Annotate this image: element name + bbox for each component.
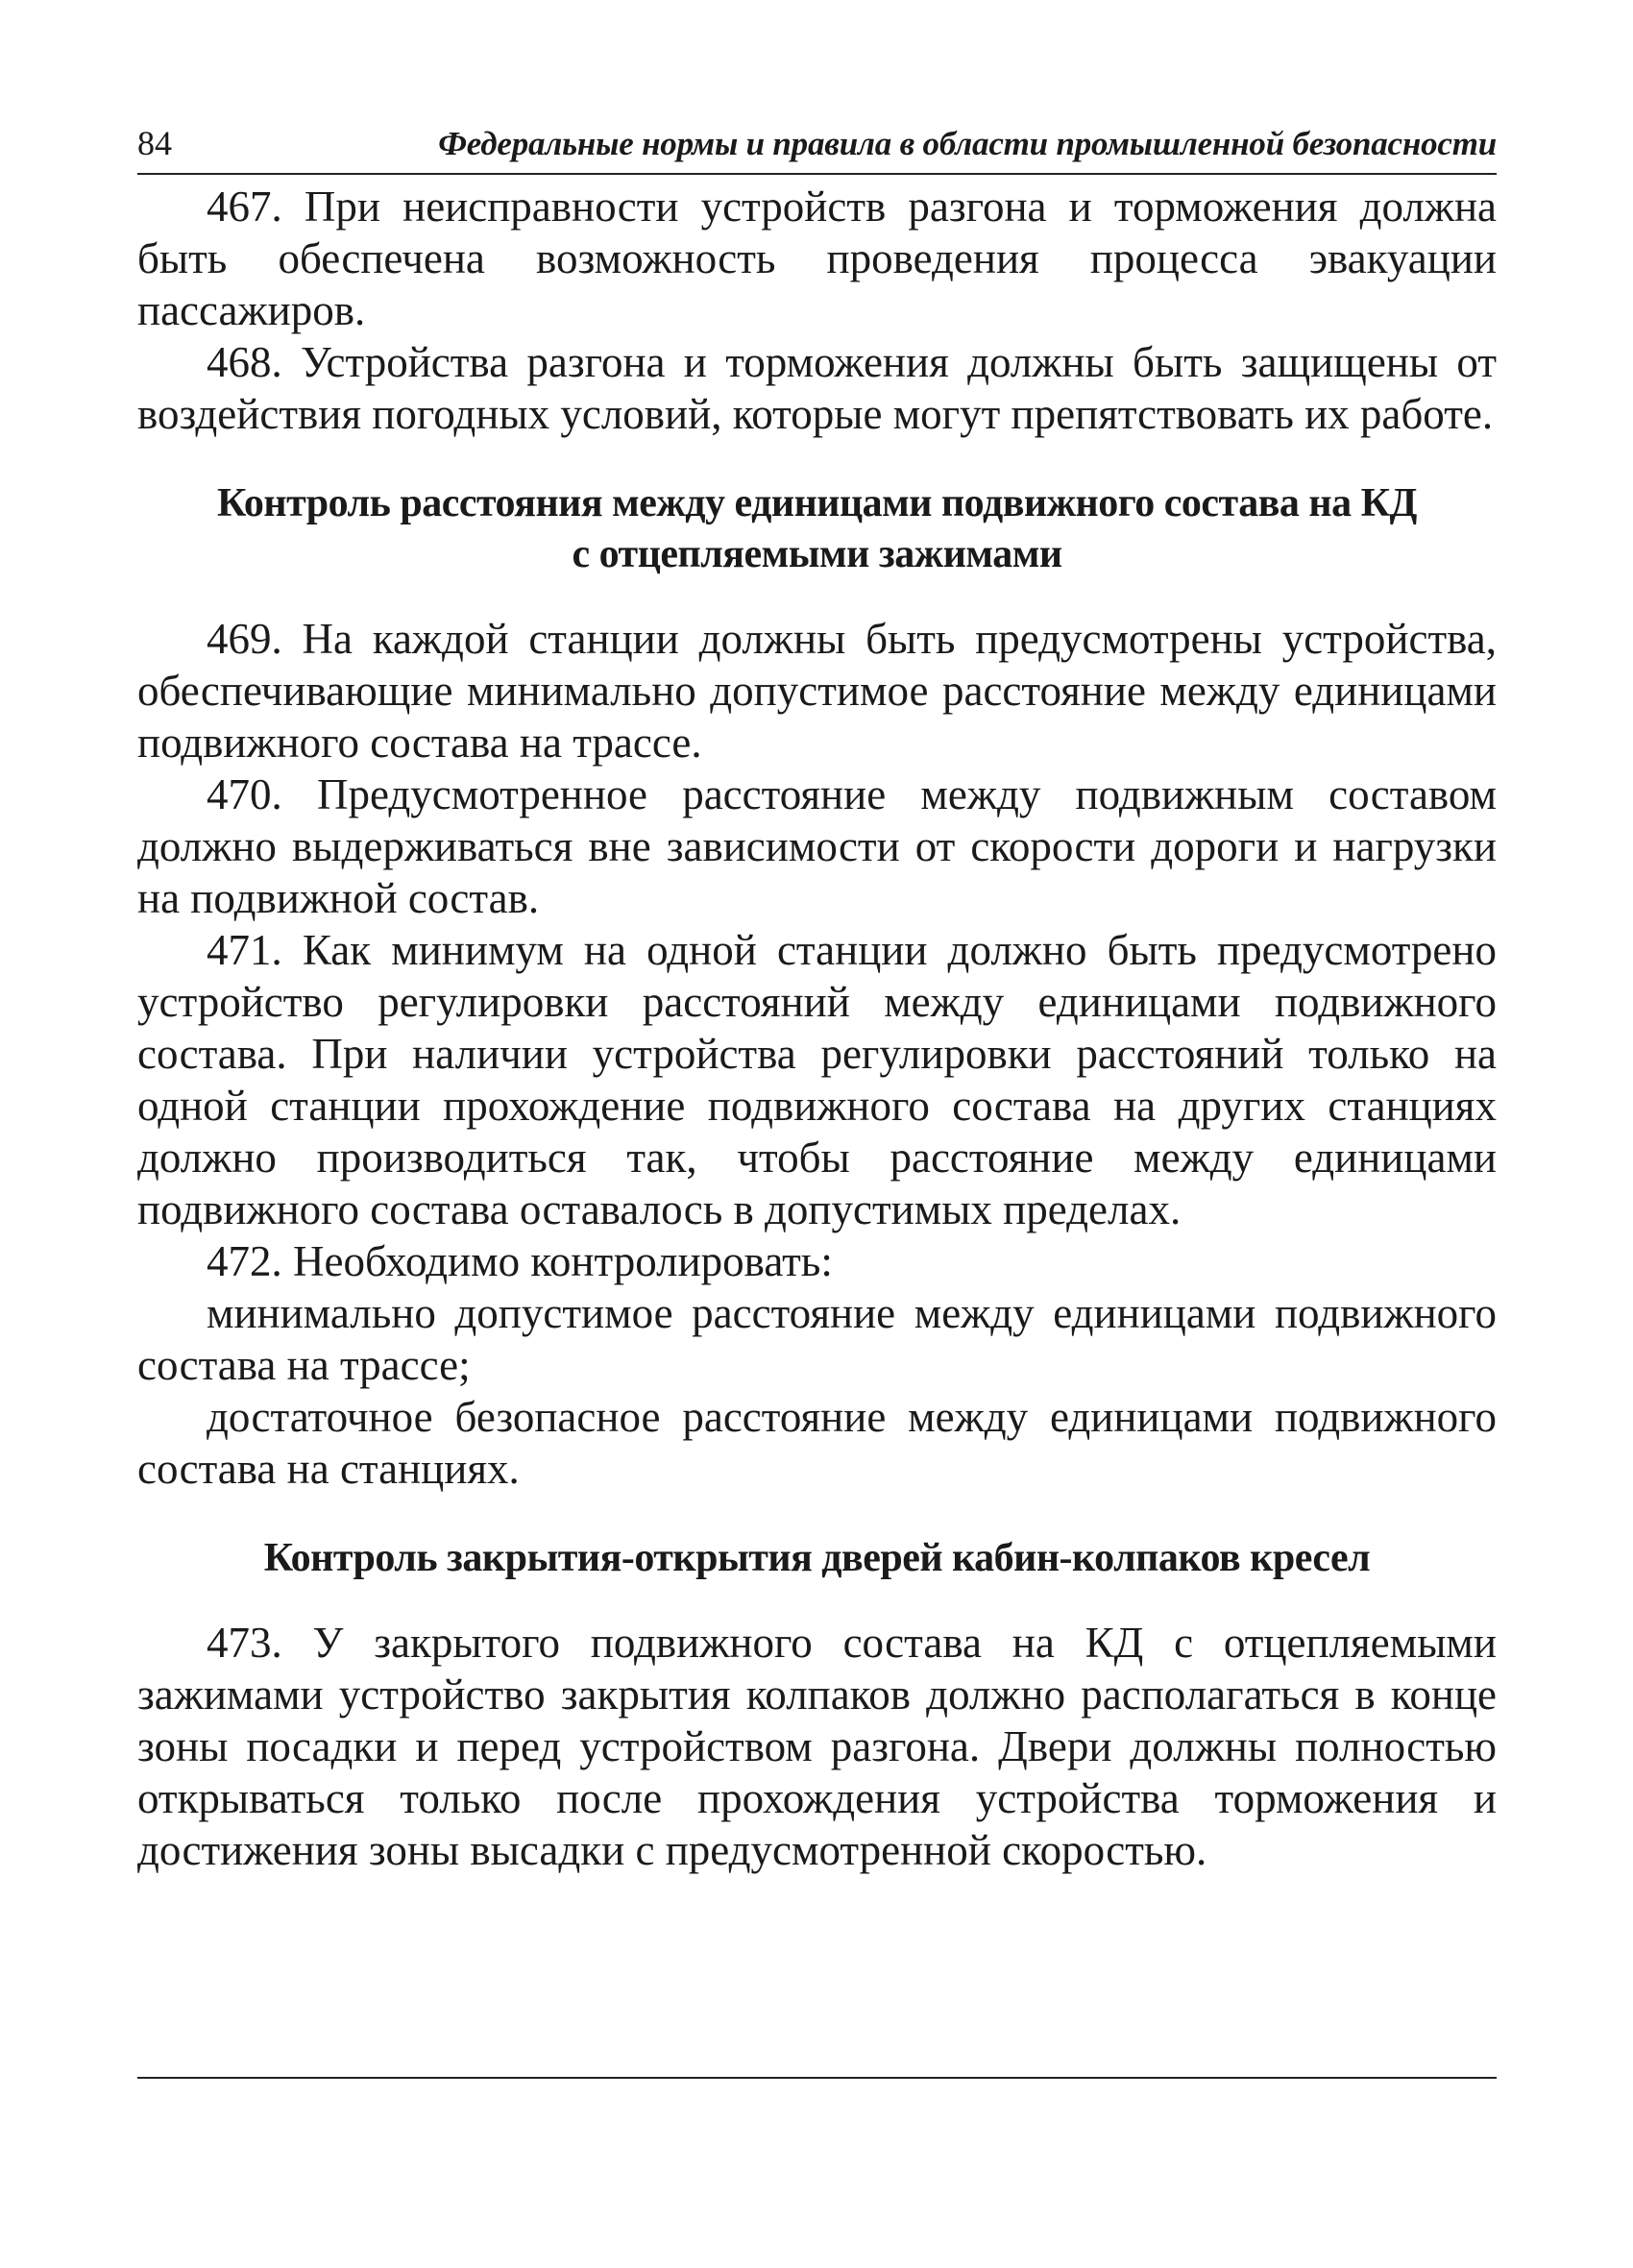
paragraph-467: 467. При неисправности устройств разгона и торможения должна быть обеспечена возможность проведения процесса эвакуации пассажиров. <box>137 183 1497 334</box>
section-heading-door-control <box>137 1533 1497 1584</box>
body-text <box>137 181 1497 1876</box>
paragraph-468: 468. Устройства разгона и торможения должны быть защищены от воздействия погодных условий, которые могут препятствовать их работе. <box>137 338 1497 438</box>
section-body-distance-control <box>137 613 1497 1495</box>
document-page <box>137 123 1497 1876</box>
section-heading-line: с отцепляемыми зажимами <box>572 532 1062 576</box>
paragraph-473: 473. У закрытого подвижного состава на КД с отцепляемыми зажимами устройство закрытия колпаков должно располагаться в конце зоны посадки и перед устройством разгона. Двери должны полностью открываться только после прохождения устройства торможения и достижения зоны высадки с предусмотренной скоростью. <box>137 1619 1497 1874</box>
paragraph-472: 472. Необходимо контролировать: <box>207 1237 833 1285</box>
paragraph-471: 471. Как минимум на одной станции должно быть предусмотрено устройство регулировки расстояний между единицами подвижного состава. При наличии устройства регулировки расстояний только на одной станции прохождение подвижного состава на других станциях должно производиться так, чтобы расстояние между единицами подвижного состава оставалось в допустимых пределах. <box>137 926 1497 1233</box>
section-heading-line: Контроль расстояния между единицами подвижного состава на КД <box>217 481 1417 525</box>
paragraph-470: 470. Предусмотренное расстояние между подвижным составом должно выдерживаться вне зависимости от скорости дороги и нагрузки на подвижной состав. <box>137 770 1497 922</box>
paragraph-469: 469. На каждой станции должны быть предусмотрены устройства, обеспечивающие минимально допустимое расстояние между единицами подвижного состава на трассе. <box>137 615 1497 767</box>
running-title: Федеральные нормы и правила в области промышленной безопасности <box>438 125 1497 162</box>
footer-rule <box>137 2077 1497 2079</box>
running-header <box>137 123 1497 175</box>
list-item-min-distance: минимально допустимое расстояние между единицами подвижного состава на трассе; <box>137 1289 1497 1389</box>
page-number: 84 <box>137 124 172 162</box>
list-item-safe-distance: достаточное безопасное расстояние между единицами подвижного состава на станциях. <box>137 1393 1497 1493</box>
section-heading-distance-control <box>137 478 1497 580</box>
section-body-door-control <box>137 1617 1497 1876</box>
section-heading-line: Контроль закрытия-открытия дверей кабин-колпаков кресел <box>263 1536 1371 1580</box>
